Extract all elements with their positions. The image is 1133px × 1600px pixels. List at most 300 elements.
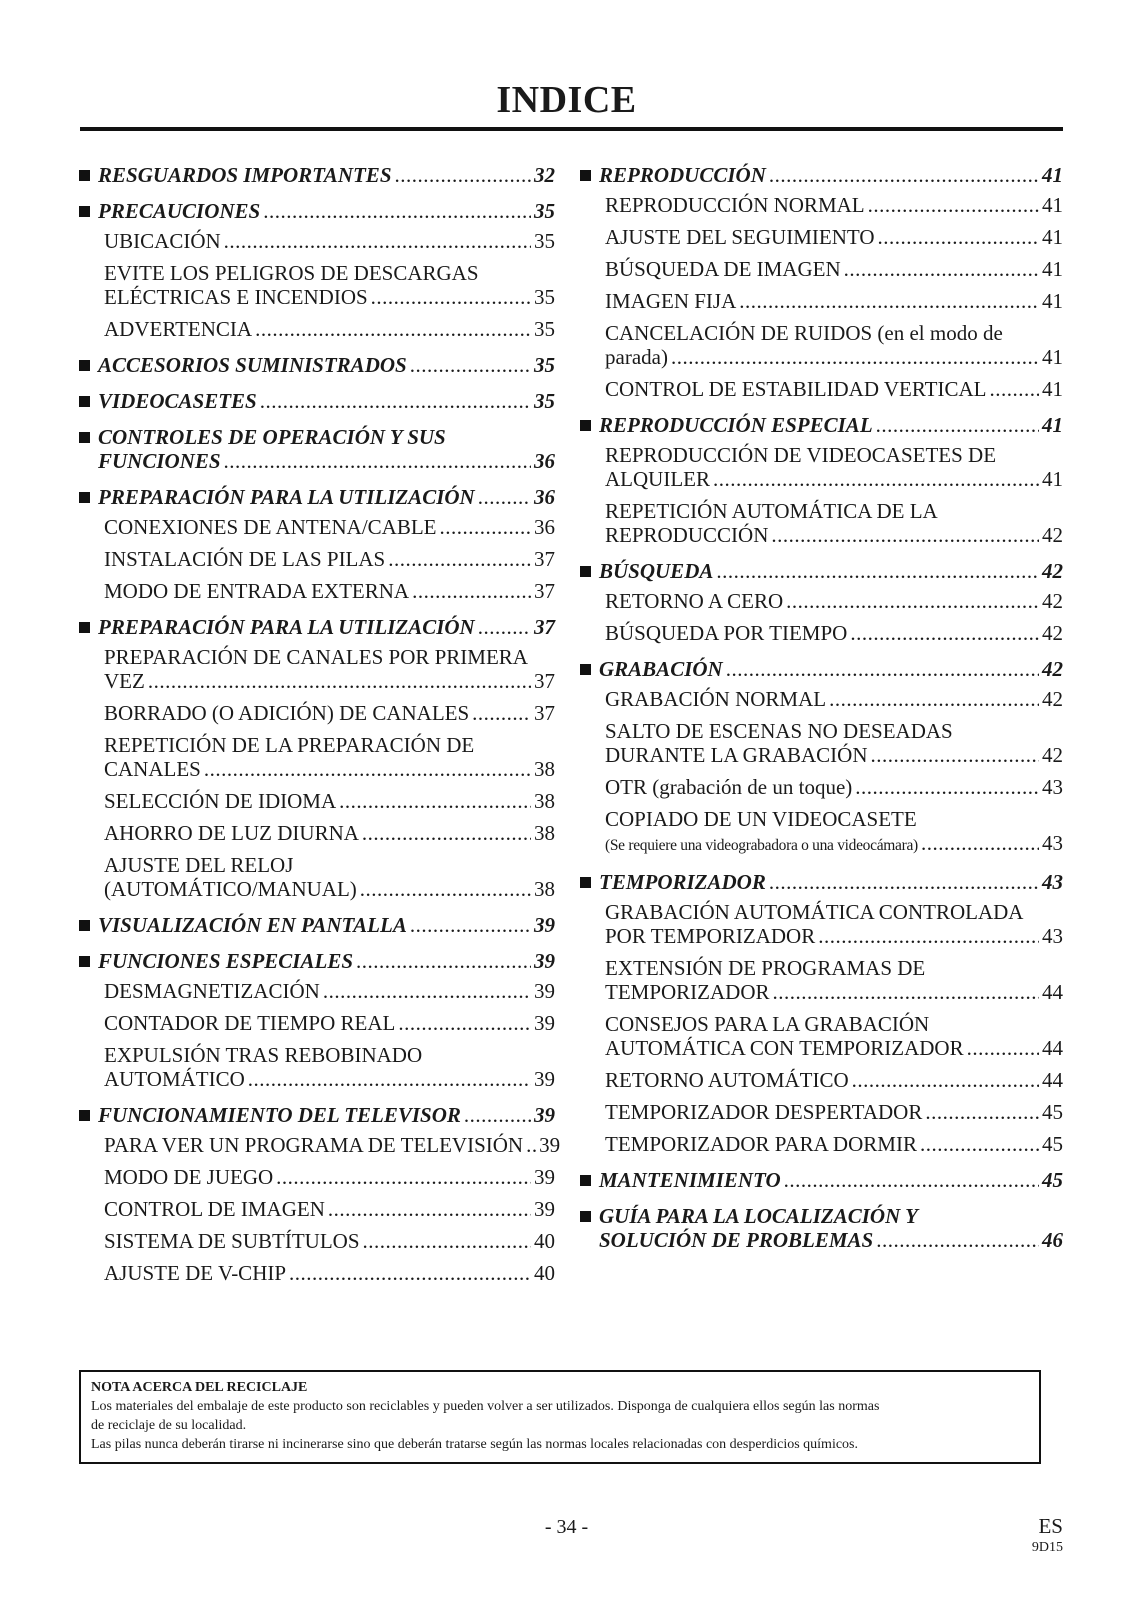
entry-text-line: GRABACIÓN AUTOMÁTICA CONTROLADA bbox=[605, 900, 1024, 924]
entry-label: RETORNO AUTOMÁTICO bbox=[605, 1068, 849, 1092]
entry-text-line: REPETICIÓN DE LA PREPARACIÓN DE bbox=[104, 733, 475, 757]
entry-page-number: 43 bbox=[1042, 831, 1063, 855]
section-page-number: 35 bbox=[534, 199, 555, 223]
toc-entry[interactable] bbox=[605, 257, 1063, 281]
dot-leader bbox=[224, 449, 531, 473]
entry-label: GRABACIÓN NORMAL bbox=[605, 687, 827, 711]
toc-entry[interactable] bbox=[605, 1100, 1063, 1124]
bullet-square-icon bbox=[79, 1110, 90, 1121]
toc-entry[interactable] bbox=[104, 261, 555, 309]
entry-label: AUTOMÁTICO bbox=[104, 1067, 245, 1091]
entry-row bbox=[104, 669, 555, 693]
toc-entry[interactable] bbox=[104, 853, 555, 901]
toc-right-column bbox=[580, 163, 1063, 1264]
dot-leader bbox=[472, 701, 531, 725]
section-title: FUNCIONES bbox=[98, 449, 221, 473]
dot-leader bbox=[716, 559, 1039, 583]
toc-entry[interactable] bbox=[605, 443, 1063, 491]
toc-section bbox=[79, 389, 555, 413]
entry-text-line: EXPULSIÓN TRAS REBOBINADO bbox=[104, 1043, 423, 1067]
dot-leader bbox=[739, 289, 1039, 313]
section-heading[interactable] bbox=[79, 615, 555, 639]
dot-leader bbox=[921, 831, 1039, 855]
dot-leader bbox=[671, 345, 1039, 369]
entry-row bbox=[605, 980, 1063, 1004]
bullet-square-icon bbox=[580, 170, 591, 181]
entry-row bbox=[104, 789, 555, 813]
entry-page-number: 39 bbox=[534, 1165, 555, 1189]
page-title: INDICE bbox=[496, 79, 637, 121]
entry-page-number: 38 bbox=[534, 757, 555, 781]
section-heading[interactable] bbox=[580, 163, 1063, 187]
bullet-square-icon bbox=[79, 622, 90, 633]
entry-row bbox=[605, 743, 1063, 767]
toc-entry[interactable] bbox=[104, 547, 555, 571]
entry-row bbox=[104, 821, 555, 845]
dot-leader bbox=[388, 547, 531, 571]
toc-entry[interactable] bbox=[104, 229, 555, 253]
toc-entry[interactable] bbox=[104, 1261, 555, 1285]
toc-entry[interactable] bbox=[605, 1132, 1063, 1156]
section-heading[interactable] bbox=[79, 913, 555, 937]
entry-row bbox=[104, 877, 555, 901]
dot-leader bbox=[328, 1197, 531, 1221]
bullet-square-icon bbox=[580, 420, 591, 431]
entry-label: TEMPORIZADOR DESPERTADOR bbox=[605, 1100, 923, 1124]
entry-label: CONTADOR DE TIEMPO REAL bbox=[104, 1011, 396, 1035]
page-number: - 34 - bbox=[544, 1516, 589, 1538]
dot-leader bbox=[478, 615, 531, 639]
toc-section bbox=[580, 413, 1063, 547]
entry-label: AJUSTE DE V-CHIP bbox=[104, 1261, 287, 1285]
entry-row bbox=[104, 1011, 555, 1035]
section-page-number: 36 bbox=[534, 485, 555, 509]
entry-label: CONEXIONES DE ANTENA/CABLE bbox=[104, 515, 437, 539]
entry-page-number: 43 bbox=[1042, 924, 1063, 948]
toc-entry[interactable] bbox=[605, 225, 1063, 249]
dot-leader bbox=[398, 1011, 531, 1035]
dot-leader bbox=[876, 1228, 1039, 1252]
entry-label: TEMPORIZADOR bbox=[605, 980, 770, 1004]
toc-item-list bbox=[580, 589, 1063, 645]
dot-leader bbox=[769, 163, 1039, 187]
section-page-number: 39 bbox=[534, 913, 555, 937]
language-code: ES bbox=[1038, 1514, 1063, 1538]
entry-page-number: 42 bbox=[1042, 743, 1063, 767]
toc-entry[interactable] bbox=[104, 821, 555, 845]
dot-leader bbox=[871, 743, 1040, 767]
entry-page-number: 35 bbox=[534, 285, 555, 309]
bullet-square-icon bbox=[79, 432, 90, 443]
model-code: 9D15 bbox=[1031, 1540, 1063, 1555]
toc-entry[interactable] bbox=[104, 979, 555, 1003]
section-title: REPRODUCCIÓN ESPECIAL bbox=[599, 413, 873, 437]
entry-text-line: EXTENSIÓN DE PROGRAMAS DE bbox=[605, 956, 926, 980]
section-heading-line bbox=[580, 1204, 1063, 1228]
section-page-number: 41 bbox=[1042, 163, 1063, 187]
section-title: VISUALIZACIÓN EN PANTALLA bbox=[98, 913, 407, 937]
dot-leader bbox=[371, 285, 531, 309]
entry-text-line: CONSEJOS PARA LA GRABACIÓN bbox=[605, 1012, 930, 1036]
bullet-square-icon bbox=[79, 206, 90, 217]
toc-entry[interactable] bbox=[605, 719, 1063, 767]
entry-text-line: PREPARACIÓN DE CANALES POR PRIMERA bbox=[104, 645, 528, 669]
toc-item-list bbox=[580, 900, 1063, 1156]
entry-row bbox=[104, 285, 555, 309]
entry-label: CANALES bbox=[104, 757, 201, 781]
entry-row bbox=[104, 547, 555, 571]
entry-page-number: 41 bbox=[1042, 345, 1063, 369]
toc-entry[interactable] bbox=[605, 956, 1063, 1004]
section-heading[interactable] bbox=[79, 199, 555, 223]
toc-entry[interactable] bbox=[605, 321, 1063, 369]
entry-page-number: 37 bbox=[534, 701, 555, 725]
entry-text-line: REPRODUCCIÓN DE VIDEOCASETES DE bbox=[605, 443, 997, 467]
entry-label: AUTOMÁTICA CON TEMPORIZADOR bbox=[605, 1036, 964, 1060]
toc-section bbox=[79, 353, 555, 377]
section-title: BÚSQUEDA bbox=[599, 559, 714, 583]
entry-row bbox=[605, 924, 1063, 948]
dot-leader bbox=[925, 1100, 1039, 1124]
section-heading[interactable] bbox=[79, 485, 555, 509]
dot-leader bbox=[855, 775, 1039, 799]
toc-section bbox=[79, 425, 555, 473]
toc-section bbox=[580, 1204, 1063, 1252]
entry-label: AJUSTE DEL SEGUIMIENTO bbox=[605, 225, 875, 249]
toc-section bbox=[580, 870, 1063, 1156]
dot-leader bbox=[967, 1036, 1039, 1060]
toc-section bbox=[79, 615, 555, 901]
dot-leader bbox=[263, 199, 531, 223]
entry-text-line: COPIADO DE UN VIDEOCASETE bbox=[605, 807, 917, 831]
entry-page-number: 40 bbox=[534, 1229, 555, 1253]
entry-row bbox=[104, 757, 555, 781]
entry-row bbox=[605, 831, 1063, 858]
section-heading[interactable] bbox=[79, 163, 555, 187]
entry-label: BÚSQUEDA POR TIEMPO bbox=[605, 621, 848, 645]
entry-label: OTR (grabación de un toque) bbox=[605, 775, 853, 799]
dot-leader bbox=[773, 980, 1039, 1004]
toc-entry[interactable] bbox=[605, 900, 1063, 948]
entry-page-number: 44 bbox=[1042, 980, 1063, 1004]
section-title: SOLUCIÓN DE PROBLEMAS bbox=[599, 1228, 874, 1252]
dot-leader bbox=[868, 193, 1039, 217]
entry-row bbox=[605, 687, 1063, 711]
dot-leader bbox=[771, 523, 1039, 547]
section-heading-line bbox=[79, 425, 555, 449]
section-heading[interactable] bbox=[79, 1103, 555, 1127]
entry-label: ALQUILER bbox=[605, 467, 710, 491]
section-heading[interactable] bbox=[79, 949, 555, 973]
toc-item-list bbox=[79, 229, 555, 341]
toc-entry[interactable] bbox=[104, 579, 555, 603]
toc-section bbox=[79, 949, 555, 1091]
dot-leader bbox=[713, 467, 1039, 491]
entry-label: SELECCIÓN DE IDIOMA bbox=[104, 789, 337, 813]
section-page-number: 35 bbox=[534, 353, 555, 377]
section-page-number: 42 bbox=[1042, 657, 1063, 681]
entry-page-number: 41 bbox=[1042, 289, 1063, 313]
dot-leader bbox=[395, 163, 532, 187]
entry-page-number: 41 bbox=[1042, 257, 1063, 281]
section-title: FUNCIONAMIENTO DEL TELEVISOR bbox=[98, 1103, 461, 1127]
section-title: RESGUARDOS IMPORTANTES bbox=[98, 163, 392, 187]
entry-label: REPRODUCCIÓN bbox=[605, 523, 769, 547]
entry-label: MODO DE JUEGO bbox=[104, 1165, 274, 1189]
bullet-square-icon bbox=[580, 664, 591, 675]
entry-label: VEZ bbox=[104, 669, 145, 693]
toc-entry[interactable] bbox=[104, 1229, 555, 1253]
bullet-square-icon bbox=[79, 920, 90, 931]
section-title: VIDEOCASETES bbox=[98, 389, 257, 413]
toc-section bbox=[79, 199, 555, 341]
dot-leader bbox=[412, 579, 531, 603]
toc-section bbox=[79, 485, 555, 603]
toc-item-list bbox=[580, 443, 1063, 547]
toc-entry[interactable] bbox=[104, 701, 555, 725]
entry-row bbox=[605, 1100, 1063, 1124]
section-page-number: 36 bbox=[534, 449, 555, 473]
entry-row bbox=[605, 467, 1063, 491]
entry-label: PARA VER UN PROGRAMA DE TELEVISIÓN bbox=[104, 1133, 524, 1157]
toc-entry[interactable] bbox=[605, 621, 1063, 645]
dot-leader bbox=[363, 1229, 531, 1253]
entry-row bbox=[605, 523, 1063, 547]
entry-label: RETORNO A CERO bbox=[605, 589, 784, 613]
entry-page-number: 44 bbox=[1042, 1068, 1063, 1092]
dot-leader bbox=[829, 687, 1039, 711]
toc-entry[interactable] bbox=[605, 377, 1063, 401]
entry-page-number: 44 bbox=[1042, 1036, 1063, 1060]
entry-page-number: 43 bbox=[1042, 775, 1063, 799]
toc-entry[interactable] bbox=[104, 1011, 555, 1035]
entry-label: SISTEMA DE SUBTÍTULOS bbox=[104, 1229, 360, 1253]
toc-entry[interactable] bbox=[605, 193, 1063, 217]
entry-page-number: 40 bbox=[534, 1261, 555, 1285]
entry-page-number: 39 bbox=[534, 1197, 555, 1221]
toc-entry[interactable] bbox=[605, 1012, 1063, 1060]
toc-entry[interactable] bbox=[104, 1043, 555, 1091]
entry-label: POR TEMPORIZADOR bbox=[605, 924, 816, 948]
toc-entry[interactable] bbox=[605, 499, 1063, 547]
section-heading[interactable] bbox=[79, 389, 555, 413]
bullet-square-icon bbox=[580, 566, 591, 577]
section-page-number: 35 bbox=[534, 389, 555, 413]
toc-left-column bbox=[79, 163, 561, 1297]
entry-page-number: 37 bbox=[534, 669, 555, 693]
dot-leader bbox=[876, 413, 1039, 437]
section-title: ACCESORIOS SUMINISTRADOS bbox=[98, 353, 407, 377]
note-text-line: Las pilas nunca deberán tirarse ni incinerarse sino que deberán tratarse según las normas locales relacionadas con desperdicios químicos. bbox=[91, 1437, 858, 1452]
toc-section bbox=[79, 913, 555, 937]
section-page-number: 43 bbox=[1042, 870, 1063, 894]
entry-page-number: 42 bbox=[1042, 621, 1063, 645]
dot-leader bbox=[410, 913, 531, 937]
section-title: MANTENIMIENTO bbox=[599, 1168, 781, 1192]
entry-row bbox=[104, 317, 555, 341]
section-page-number: 42 bbox=[1042, 559, 1063, 583]
entry-row bbox=[104, 1229, 555, 1253]
bullet-square-icon bbox=[79, 396, 90, 407]
toc-section bbox=[580, 559, 1063, 645]
entry-page-number: 42 bbox=[1042, 687, 1063, 711]
bullet-square-icon bbox=[580, 877, 591, 888]
entry-text-line: CANCELACIÓN DE RUIDOS (en el modo de bbox=[605, 321, 1003, 345]
entry-label: ADVERTENCIA bbox=[104, 317, 253, 341]
recycling-note bbox=[79, 1370, 1041, 1464]
entry-page-number: 45 bbox=[1042, 1132, 1063, 1156]
section-page-number: 41 bbox=[1042, 413, 1063, 437]
entry-row bbox=[605, 1132, 1063, 1156]
note-text-line: de reciclaje de su localidad. bbox=[91, 1418, 247, 1433]
entry-label: TEMPORIZADOR PARA DORMIR bbox=[605, 1132, 917, 1156]
toc-entry[interactable] bbox=[104, 1133, 561, 1157]
dot-leader bbox=[464, 1103, 531, 1127]
bullet-square-icon bbox=[580, 1175, 591, 1186]
toc-section bbox=[580, 657, 1063, 858]
entry-label: CONTROL DE IMAGEN bbox=[104, 1197, 325, 1221]
toc-item-list bbox=[79, 515, 555, 603]
toc-entry[interactable] bbox=[605, 589, 1063, 613]
entry-page-number: 39 bbox=[539, 1133, 561, 1157]
entry-label: parada) bbox=[605, 345, 668, 369]
toc-section bbox=[580, 163, 1063, 401]
entry-row bbox=[104, 1067, 555, 1091]
entry-text-line: AJUSTE DEL RELOJ bbox=[104, 853, 294, 877]
dot-leader bbox=[323, 979, 531, 1003]
entry-label: BORRADO (O ADICIÓN) DE CANALES bbox=[104, 701, 470, 725]
toc-entry[interactable] bbox=[104, 1197, 555, 1221]
section-heading[interactable] bbox=[580, 1228, 1063, 1252]
entry-text-line: EVITE LOS PELIGROS DE DESCARGAS bbox=[104, 261, 479, 285]
entry-row bbox=[104, 1165, 555, 1189]
entry-page-number: 42 bbox=[1042, 589, 1063, 613]
section-heading[interactable] bbox=[580, 1168, 1063, 1192]
bullet-square-icon bbox=[79, 170, 90, 181]
entry-label: ELÉCTRICAS E INCENDIOS bbox=[104, 285, 368, 309]
toc-item-list bbox=[79, 645, 555, 901]
dot-leader bbox=[478, 485, 531, 509]
section-heading[interactable] bbox=[580, 559, 1063, 583]
entry-row bbox=[104, 579, 555, 603]
toc-section bbox=[79, 163, 555, 187]
dot-leader bbox=[920, 1132, 1039, 1156]
dot-leader bbox=[786, 589, 1039, 613]
section-page-number: 39 bbox=[534, 949, 555, 973]
toc-entry[interactable] bbox=[605, 687, 1063, 711]
entry-label: BÚSQUEDA DE IMAGEN bbox=[605, 257, 841, 281]
toc-entry[interactable] bbox=[104, 789, 555, 813]
section-heading[interactable] bbox=[79, 449, 555, 473]
entry-label: (AUTOMÁTICO/MANUAL) bbox=[104, 877, 357, 901]
toc-entry[interactable] bbox=[104, 733, 555, 781]
section-title: PREPARACIÓN PARA LA UTILIZACIÓN bbox=[98, 615, 475, 639]
section-heading[interactable] bbox=[580, 870, 1063, 894]
dot-leader bbox=[439, 515, 531, 539]
section-heading[interactable] bbox=[580, 413, 1063, 437]
section-page-number: 46 bbox=[1042, 1228, 1063, 1252]
dot-leader bbox=[148, 669, 531, 693]
dot-leader bbox=[255, 317, 531, 341]
toc-entry[interactable] bbox=[104, 515, 555, 539]
dot-leader bbox=[224, 229, 531, 253]
bullet-square-icon bbox=[79, 360, 90, 371]
section-page-number: 39 bbox=[534, 1103, 555, 1127]
entry-page-number: 45 bbox=[1042, 1100, 1063, 1124]
dot-leader bbox=[289, 1261, 531, 1285]
entry-row bbox=[104, 1133, 561, 1157]
entry-label: DURANTE LA GRABACIÓN bbox=[605, 743, 868, 767]
entry-row bbox=[605, 1036, 1063, 1060]
toc-entry[interactable] bbox=[605, 289, 1063, 313]
entry-row bbox=[104, 979, 555, 1003]
section-page-number: 32 bbox=[534, 163, 555, 187]
dot-leader bbox=[356, 949, 531, 973]
entry-row bbox=[605, 345, 1063, 369]
entry-page-number: 41 bbox=[1042, 377, 1063, 401]
entry-page-number: 38 bbox=[534, 877, 555, 901]
entry-page-number: 39 bbox=[534, 979, 555, 1003]
toc-section bbox=[79, 1103, 561, 1285]
dot-leader bbox=[852, 1068, 1039, 1092]
section-title: GUÍA PARA LA LOCALIZACIÓN Y bbox=[599, 1204, 918, 1228]
dot-leader bbox=[362, 821, 531, 845]
toc-entry[interactable] bbox=[104, 1165, 555, 1189]
toc-entry[interactable] bbox=[104, 317, 555, 341]
section-title: CONTROLES DE OPERACIÓN Y SUS bbox=[98, 425, 446, 449]
dot-leader bbox=[410, 353, 531, 377]
toc-item-list bbox=[580, 687, 1063, 858]
entry-row bbox=[605, 589, 1063, 613]
section-heading[interactable] bbox=[79, 353, 555, 377]
bullet-square-icon bbox=[79, 956, 90, 967]
entry-row bbox=[605, 193, 1063, 217]
entry-label: AHORRO DE LUZ DIURNA bbox=[104, 821, 359, 845]
toc-item-list bbox=[580, 193, 1063, 401]
toc-entry[interactable] bbox=[605, 775, 1063, 799]
entry-row bbox=[104, 515, 555, 539]
section-heading[interactable] bbox=[580, 657, 1063, 681]
dot-leader bbox=[260, 389, 531, 413]
section-title: PREPARACIÓN PARA LA UTILIZACIÓN bbox=[98, 485, 475, 509]
entry-label: DESMAGNETIZACIÓN bbox=[104, 979, 320, 1003]
note-text-line: Los materiales del embalaje de este producto son reciclables y pueden volver a ser utilizados. Disponga de cualquiera ellos según las normas bbox=[91, 1399, 880, 1414]
toc-entry[interactable] bbox=[104, 645, 555, 693]
dot-leader bbox=[784, 1168, 1039, 1192]
toc-entry[interactable] bbox=[605, 1068, 1063, 1092]
section-title: PRECAUCIONES bbox=[98, 199, 261, 223]
dot-leader bbox=[818, 924, 1039, 948]
entry-label: CONTROL DE ESTABILIDAD VERTICAL bbox=[605, 377, 987, 401]
entry-row bbox=[605, 289, 1063, 313]
entry-row bbox=[104, 229, 555, 253]
bullet-square-icon bbox=[79, 492, 90, 503]
entry-page-number: 36 bbox=[534, 515, 555, 539]
entry-row bbox=[605, 257, 1063, 281]
entry-text-line: REPETICIÓN AUTOMÁTICA DE LA bbox=[605, 499, 938, 523]
bullet-square-icon bbox=[580, 1211, 591, 1222]
toc-entry[interactable] bbox=[605, 807, 1063, 858]
entry-row bbox=[605, 775, 1063, 799]
entry-label: MODO DE ENTRADA EXTERNA bbox=[104, 579, 410, 603]
entry-row bbox=[104, 1261, 555, 1285]
dot-leader bbox=[204, 757, 531, 781]
toc-item-list bbox=[79, 979, 555, 1091]
dot-leader bbox=[248, 1067, 531, 1091]
dot-leader bbox=[526, 1133, 536, 1157]
entry-row bbox=[104, 1197, 555, 1221]
dot-leader bbox=[850, 621, 1039, 645]
